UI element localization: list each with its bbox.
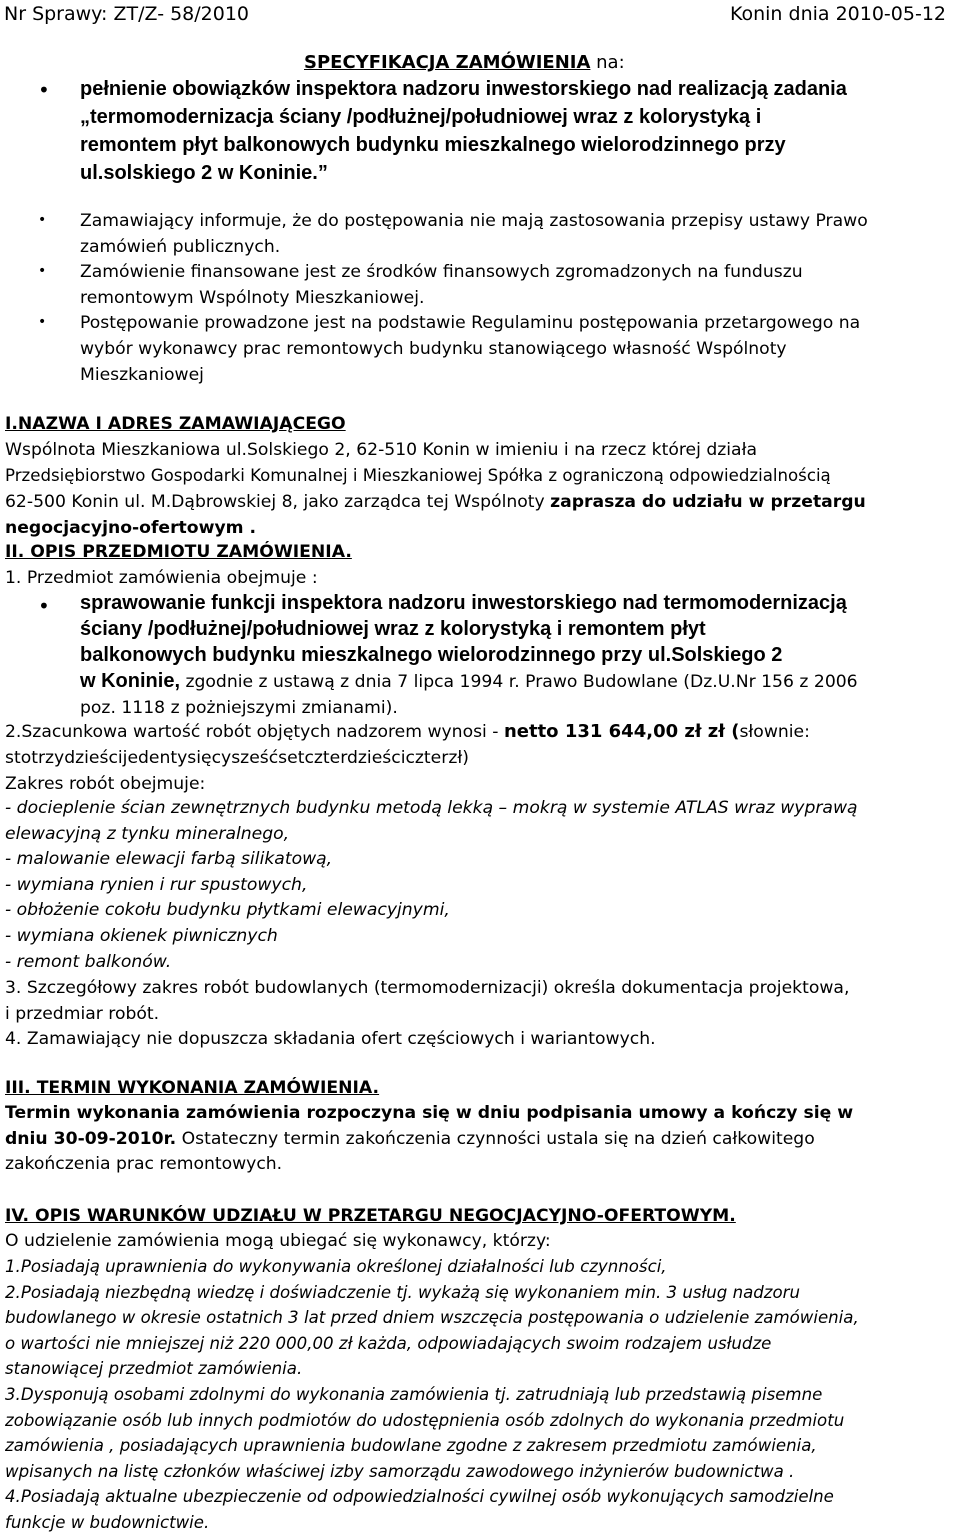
section-3-line-normal: Ostateczny termin zakończenia czynności ustala się na dzień całkowitego [176,1128,815,1149]
section-2-bullet-bold: w Koninie, [80,670,180,692]
section-1-line-bold: zaprasza do udziału w przetargu [550,492,866,512]
intro-bullet-1-line: pełnienie obowiązków inspektora nadzoru inwestorskiego nad realizacją zadania [80,78,847,100]
section-2-point-1: 1. Przedmiot zamówienia obejmuje : [5,568,318,588]
section-3-line-bold: Termin wykonania zamówienia rozpoczyna się w dniu podpisania umowy a kończy się w [5,1103,854,1123]
value-words: stotrzydzieścijedentysięcysześćsetczterdzieściczterzł) [5,748,469,768]
section-3-line [5,1127,853,1153]
title-suffix: na: [590,52,625,73]
scope-list [5,796,858,975]
scope-item: elewacyjną z tynku mineralnego, [5,823,290,844]
intro-bullet-3-line: remontowym Wspólnoty Mieszkaniowej. [80,288,425,308]
intro-bullet-4-line: wybór wykonawcy prac remontowych budynku stanowiącego własność Wspólnoty [80,339,787,359]
section-2-point-3-line: i przedmiar robót. [5,1003,160,1024]
section-4-line: wpisanych na listę członków właściwej izby samorządu zawodowego inżynierów budownictwa . [5,1461,795,1481]
section-4-line: funkcje w budownictwie. [5,1512,210,1532]
section-2-point-2-line [5,719,810,745]
section-3-date: dniu 30-09-2010r. [5,1128,177,1149]
intro-bullet-2 [80,208,868,260]
section-2-bullet-normal: zgodnie z ustawą z dnia 7 lipca 1994 r. Prawo Budowlane (Dz.U.Nr 156 z 2006 [180,672,858,692]
case-number: Nr Sprawy: ZT/Z- 58/2010 [4,3,250,25]
intro-bullet-3-line: Zamówienie finansowane jest ze środków finansowych zgromadzonych na funduszu [80,262,803,282]
title-main: SPECYFIKACJA ZAMÓWIENIA [304,52,591,73]
intro-bullet-4-line: Postępowanie prowadzone jest na podstawie Regulaminu postępowania przetargowego na [80,313,861,333]
scope-item: - docieplenie ścian zewnętrznych budynku metodą lekką – mokrą w systemie ATLAS wraz wyprawą [5,798,858,818]
document-title [304,50,625,76]
section-1-heading: I.NAZWA I ADRES ZAMAWIAJĄCEGO [5,414,346,434]
section-2-bullet-line: sprawowanie funkcji inspektora nadzoru inwestorskiego nad termomodernizacją [80,592,847,614]
intro-bullet-1-line: remontem płyt balkonowych budynku mieszkalnego wielorodzinnego przy [80,134,786,156]
section-1-line: Wspólnota Mieszkaniowa ul.Solskiego 2, 62-510 Konin w imieniu i na rzecz której działa [5,440,758,460]
value-words-label: słownie: [739,722,810,742]
value-intro: 2.Szacunkowa wartość robót objętych nadzorem wynosi - [5,722,504,742]
section-2-bullet-line [80,668,858,695]
scope-item: - wymiana okienek piwnicznych [5,925,278,946]
section-2-heading: II. OPIS PRZEDMIOTU ZAMÓWIENIA. [5,542,352,562]
section-3-line: zakończenia prac remontowych. [5,1154,283,1175]
section-3-body [5,1101,853,1178]
section-4-line: budowlanego w okresie ostatnich 3 lat przed dniem wszczęcia postępowania o udzielenie zamówienia, [5,1308,859,1328]
scope-item: - remont balkonów. [5,951,172,972]
bullet-icon: • [38,263,47,279]
value-amount: netto 131 644,00 zł zł ( [503,721,740,742]
section-4-line: 1.Posiadają uprawnienia do wykonywania określonej działalności lub czynności, [5,1257,667,1276]
bullet-icon: • [38,594,50,618]
section-4-line: stanowiącej przedmiot zamówienia. [5,1359,303,1379]
section-2-bullet-tail [80,668,858,721]
intro-bullet-1-line: „termomodernizacja ściany /podłużnej/południowej wraz z kolorystyką i [80,106,762,128]
section-1-line-bold: negocjacyjno-ofertowym . [5,518,257,538]
intro-bullet-4 [80,310,860,388]
section-2-point-3-line: 3. Szczegółowy zakres robót budowlanych (termomodernizacji) określa dokumentacja projektowa, [5,978,850,998]
scope-item: - malowanie elewacji farbą silikatową, [5,849,333,870]
section-2-bullet-line: balkonowych budynku mieszkalnego wielorodzinnego przy ul.Solskiego 2 [80,644,783,666]
section-4-intro: O udzielenie zamówienia mogą ubiegać się wykonawcy, którzy: [5,1231,551,1251]
bullet-icon: • [38,212,47,228]
section-2-bullet [80,590,847,668]
section-4-line: 3.Dysponują osobami zdolnymi do wykonania zamówienia tj. zatrudniają lub przedstawią pisemne [5,1384,823,1404]
intro-bullet-2-line: zamówień publicznych. [80,237,281,257]
section-2-points-3-4 [5,976,849,1053]
intro-bullet-4-line: Mieszkaniowej [80,365,204,385]
intro-bullet-1 [80,75,847,187]
scope-heading: Zakres robót obejmuje: [5,774,206,794]
section-4-line: 4.Posiadają aktualne ubezpieczenie od odpowiedzialności cywilnej osób wykonujących samodzielne [5,1487,834,1507]
section-1-body [5,437,866,541]
scope-item: - wymiana rynien i rur spustowych, [5,874,308,895]
section-2-bullet-line: ściany /podłużnej/południowej wraz z kolorystyką i remontem płyt [80,618,706,640]
section-4-line: zobowiązanie osób lub innych podmiotów do udostępnienia osób zdolnych do wykonania przedmiotu [5,1410,845,1430]
place-date: Konin dnia 2010-05-12 [729,3,946,25]
section-4-line: o wartości nie mniejszej niż 220 000,00 zł każda, odpowiadających swoim rodzajem usłudze [5,1333,772,1353]
bullet-icon: • [38,78,50,102]
section-3-heading: III. TERMIN WYKONANIA ZAMÓWIENIA. [5,1078,380,1098]
section-1-line: Przedsiębiorstwo Gospodarki Komunalnej i Mieszkaniowej Spółka z ograniczoną odpowiedzialnością [5,466,831,485]
intro-bullet-2-line: Zamawiający informuje, że do postępowania nie mają zastosowania przepisy ustawy Prawo [80,211,868,231]
section-2-point-4: 4. Zamawiający nie dopuszcza składania ofert częściowych i wariantowych. [5,1029,656,1050]
section-4-line: zamówienia , posiadających uprawnienia budowlane zgodne z zakresem przedmiotu zamówienia, [5,1436,817,1456]
scope-item: - obłożenie cokołu budynku płytkami elewacyjnymi, [5,900,450,921]
section-2-point-2 [5,719,810,797]
bullet-icon: • [38,314,47,330]
section-1-line [5,489,866,515]
intro-bullet-3 [80,259,803,311]
section-1-line-normal: 62-500 Konin ul. M.Dąbrowskiej 8, jako zarządca tej Wspólnoty [5,492,551,512]
section-4-line: 2.Posiadają niezbędną wiedzę i doświadczenie tj. wykażą się wykonaniem min. 3 usług nadzoru [5,1282,801,1302]
section-4-list [5,1254,859,1536]
intro-bullet-1-line: ul.solskiego 2 w Koninie.” [80,162,328,184]
section-2-bullet-line: poz. 1118 z pożniejszymi zmianami). [80,698,398,718]
section-4-heading: IV. OPIS WARUNKÓW UDZIAŁU W PRZETARGU NEGOCJACYJNO-OFERTOWYM. [5,1206,736,1226]
